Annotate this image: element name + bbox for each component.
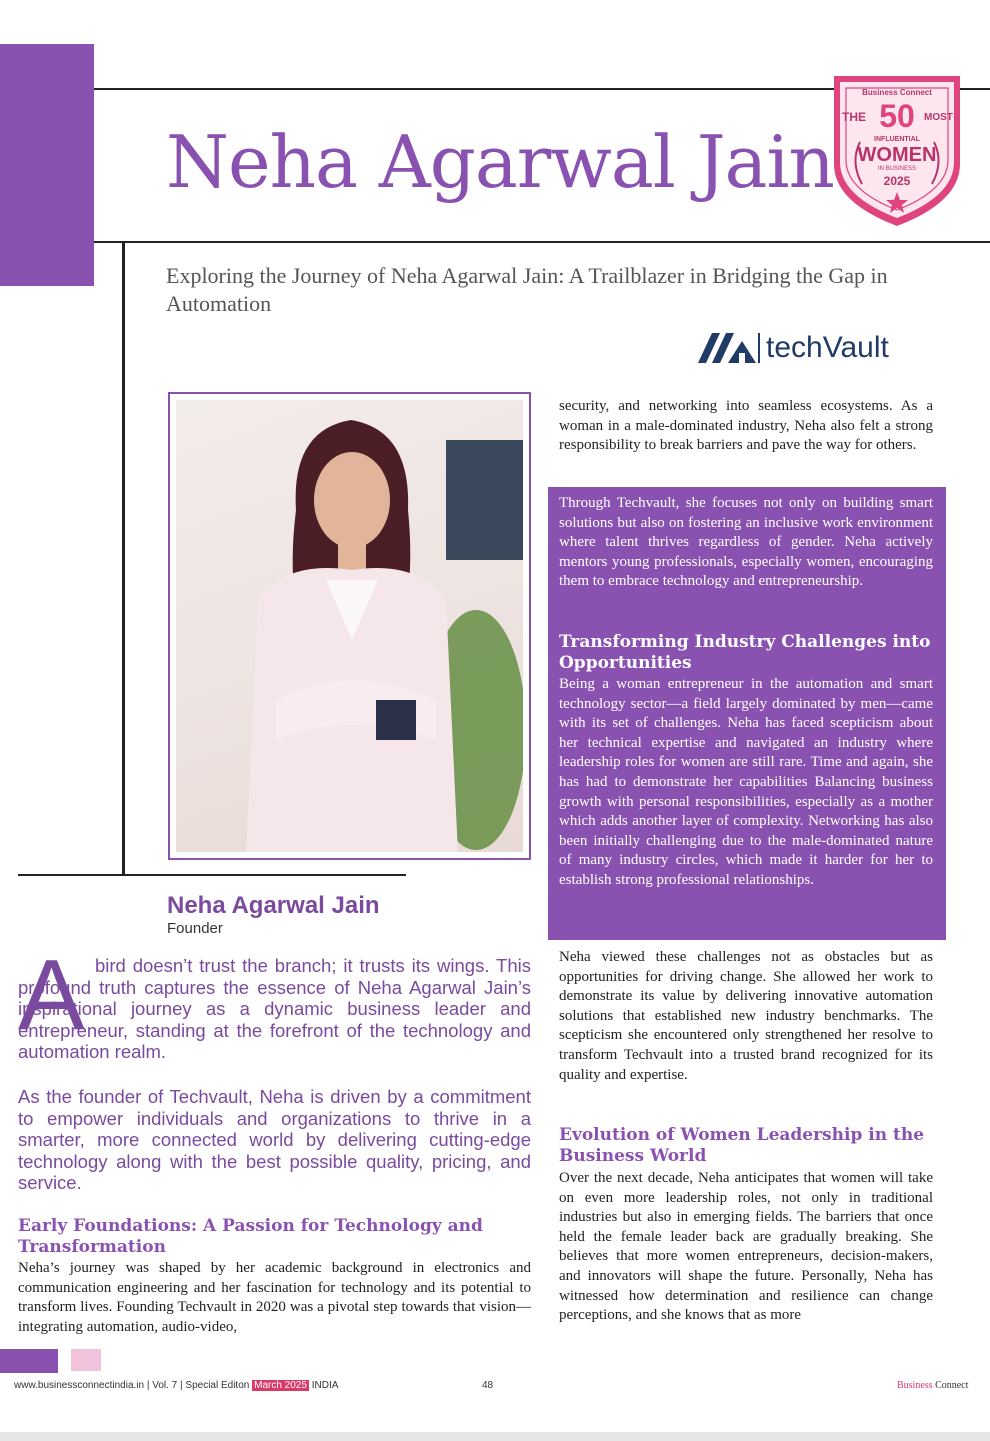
footer-page-number: 48 [482,1380,494,1391]
highlight-box-body: Being a woman entrepreneur in the automation and smart technology sector—a field largely dominated by men—came with its set of challenges. Neha has faced scepticism about her technical expertise and navigated an industry where leadership roles for women are still rare. Time and again, she has had to demonstrate her capabilities Balancing business growth with personal responsibilities, especially as a mother which adds another layer of complexity. Networking has also been initially challenging due to the male-dominated nature of many industry circles, which made it harder for her to establish strong professional relationships. [559,676,933,888]
decorative-purple-bar [0,44,94,286]
header-bottom-rule [94,241,990,243]
founder-paragraph: As the founder of Techvault, Neha is driven by a commitment to empower individuals and organizations to thrive in a smarter, more connected world by delivering cutting-edge technology along with the best possible quality, pricing, and service. [18,1086,531,1194]
footer-brand-second: Connect [935,1380,969,1391]
portrait-illustration [176,400,523,852]
footer-purple-block [0,1349,58,1373]
footer-brand [897,1380,968,1391]
footer-month: March 2025 [254,1380,307,1391]
highlight-box-paragraph: Through Techvault, she focuses not only on building smart solutions but also on fostering an inclusive work environment where talent thrives regardless of gender. Neha actively mentors young professionals, especially women, encouraging them to embrace technology and entrepreneurship. [559,495,933,590]
photo-caption-name: Neha Agarwal Jain [167,892,380,919]
award-badge [826,72,968,230]
photo-caption-role: Founder [167,920,223,937]
badge-most: MOST [924,112,953,123]
section-heading-transforming: Transforming Industry Challenges into Opportunities [559,632,931,673]
evolution-body: Over the next decade, Neha anticipates that women will take on even more leadership roles, not only in traditional industries but also in emerging fields. The barriers that once held the female leader back are gradually breaking. She believes that more women entrepreneurs, decision-makers, and innovators will shape the future. Personally, Neha has witnessed how determination and resilience can change perceptions, and she knows that as more [559,1170,933,1324]
vertical-rule [122,241,125,874]
early-foundations-body: Neha’s journey was shaped by her academic background in electronics and communication engineering and her fascination for technology and its potential to transform lives. Founding Techvault in 2020 was a pivotal step towards that vision—integrating automation, audio-video, [18,1260,531,1335]
badge-year: 2025 [883,174,911,188]
page-title: Neha Agarwal Jain [166,120,834,204]
badge-number: 50 [879,98,915,134]
badge-influential: INFLUENTIAL [874,136,920,143]
techvault-mark-icon [698,333,760,363]
footer-country: INDIA [311,1380,339,1391]
badge-women: WOMEN [857,144,937,166]
portrait-photo [168,392,531,860]
challenges-paragraph: Neha viewed these challenges not as obstacles but as opportunities for driving change. She allowed her work to demonstrate its value by delivering innovative automation solutions that established new industry benchmarks. The scepticism she encountered only strengthened her resolve to transform Techvault into a trusted brand recognized for its quality and expertise. [559,949,933,1083]
footer-info [14,1380,338,1391]
techvault-logo [698,328,889,368]
intro-paragraph [18,955,531,1063]
bottom-bar [0,1432,990,1441]
section-heading-early-foundations: Early Foundations: A Passion for Technology and Transformation [18,1216,483,1257]
logo-text: techVault [766,331,889,364]
intro-text: bird doesn’t trust the branch; it trusts its wings. This profound truth captures the essence of Neha Agarwal Jain’s inspirational journey as a dynamic business leader and entrepreneur, standing at the forefront of the technology and automation realm. [18,955,531,1063]
footer-brand-first: Business [897,1380,933,1391]
badge-brand: Business Connect [862,88,932,97]
article-subtitle: Exploring the Journey of Neha Agarwal Jain: A Trailblazer in Bridging the Gap in Automation [166,263,888,316]
badge-the: THE [842,110,866,124]
section-heading-evolution: Evolution of Women Leadership in the Business World [559,1125,925,1166]
badge-in-business: IN BUSINESS [877,166,916,172]
footer-site: www.businessconnectindia.in | Vol. 7 | Special Editon [14,1380,250,1391]
right-column-top-paragraph: security, and networking into seamless ecosystems. As a woman in a male-dominated industry, Neha also felt a strong responsibility to break barriers and pave the way for others. [559,398,933,454]
caption-rule [18,874,406,876]
drop-cap: A [18,939,85,1051]
footer-pink-block [71,1349,101,1371]
